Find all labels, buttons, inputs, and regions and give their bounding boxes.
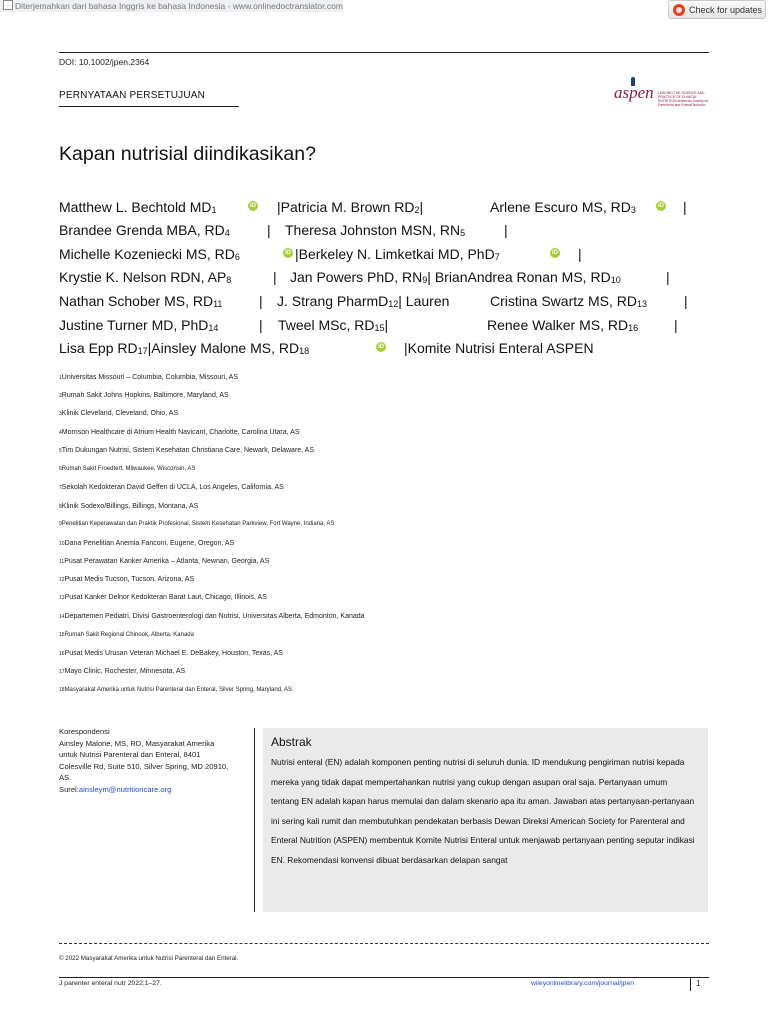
author: Jan Powers PhD, $RN_9|$ BrianAndrea Ronan MS, $RD_{10}$: [290, 269, 621, 285]
affiliation-number: 18: [59, 687, 65, 693]
translator-banner-text: Diterjemahkan dari bahasa Inggris ke bahasa Indonesia - www.onlinedoctranslator.com: [15, 1, 343, 11]
affiliation-number: 11: [59, 559, 65, 565]
affiliation-text: Pusat Medis Tucson, Tucson, Arizona, AS: [64, 576, 195, 583]
affiliation-number: 10: [59, 541, 65, 547]
article-title: Kapan nutrisial diindikasikan?: [59, 143, 316, 165]
email-link[interactable]: ainsleym@nutritioncare.org: [78, 784, 172, 794]
affiliation-item: [59, 632, 194, 638]
affiliation-item: [59, 687, 292, 693]
translator-banner: [0, 0, 343, 12]
logo-tagline: LEADING THE SCIENCE AND PRACTICE OF CLINICAL NUTRITION American Society for Parenteral and Enteral Nutrition: [658, 91, 709, 107]
affiliation-number: 16: [59, 651, 65, 657]
separator: |: [259, 317, 263, 333]
correspondence-line: untuk Nutrisi Parenteral dan Enteral, 8401: [59, 750, 201, 759]
affiliation-text: Pusat Perawatan Kanker Amerika – Atlanta, Newnan, Georgia, AS: [64, 558, 270, 565]
author: Matthew L. Bechtold $MD_1$: [59, 199, 217, 215]
affiliation-item: [59, 650, 283, 657]
copyright: © 2022 Masyarakat Amerika untuk Nutrisi Parenteral dan Enteral.: [59, 955, 239, 962]
abstract-body: Nutrisi enteral (EN) adalah komponen penting nutrisi di seluruh dunia. ID mendukung pengiriman nutrisi kepada mereka yang tidak dapat mempertahankan nutrisi yang cukup dengan asupan oral saja. Pertanyaan umum tentang EN adalah kapan harus memulai dan dalam skenario apa itu aman. Jawaban atas pertanyaan-pertanyaan ini sering kali rumit dan membutuhkan pendekatan berbasis Dewan Direksi American Society for Parenteral and Enteral Nutrition (ASPEN) membentuk Komite Nutrisi Enteral untuk menjawab pertanyaan penting seputar indikasi EN. Rekomendasi konvensi dibuat berdasarkan delapan sangat: [271, 757, 695, 865]
author: Renee Walker MS, $RD_{16}$: [487, 317, 639, 333]
email-label: Surel:: [59, 784, 79, 794]
affiliation-number: 6: [59, 466, 62, 472]
separator: |: [259, 293, 263, 309]
translator-flag-icon: [3, 0, 13, 10]
affiliation-text: Rumah Sakit Froedtert, Milwaukee, Wisconsin, AS: [61, 466, 196, 472]
affiliation-number: 1: [59, 375, 62, 381]
affiliation-number: 7: [59, 485, 62, 491]
affiliation-item: [59, 410, 178, 417]
footnote-divider: [59, 943, 709, 944]
separator: |: [504, 222, 508, 238]
affiliation-item: [59, 374, 238, 381]
abstract-box: [263, 728, 708, 912]
affiliation-text: Mayo Clinic, Rochester, Minnesota, AS: [64, 668, 186, 675]
author: |Patricia M. Brown $RD_2|$: [277, 199, 424, 215]
affiliation-item: [59, 466, 196, 472]
affiliation-number: 3: [59, 411, 62, 417]
author: Brandee Grenda MBA, $RD_4$: [59, 222, 230, 238]
orcid-icon[interactable]: iD: [658, 203, 664, 209]
affiliation-number: 4: [59, 430, 62, 436]
affiliation-number: 12: [59, 577, 65, 583]
section-label: PERNYATAAN PERSETUJUAN: [59, 90, 206, 101]
affiliation-text: Rumah Sakit Johns Hopkins, Baltimore, Maryland, AS: [61, 392, 229, 399]
affiliation-text: Masyarakat Amerika untuk Nutrisi Parenteral dan Enteral, Silver Spring, Maryland, AS: [64, 687, 292, 693]
author: |Berkeley N. Limketkai MD, PhD$_7$: [295, 246, 500, 262]
author: Justine Turner MD, PhD$_{14}$: [59, 317, 219, 333]
orcid-icon[interactable]: iD: [552, 250, 558, 256]
affiliation-item: [59, 613, 365, 620]
author: Arlene Escuro MS, $RD_3$: [490, 199, 636, 215]
doi[interactable]: DOI: 10.1002/jpen.2364: [59, 57, 150, 67]
affiliation-text: Dana Penelitian Anemia Fanconi, Eugene, Oregon, AS: [64, 540, 235, 547]
separator: |: [683, 199, 687, 215]
affiliation-number: 13: [59, 595, 65, 601]
committee: |Komite Nutrisi Enteral ASPEN: [404, 340, 594, 356]
correspondence-line: Ainsley Malone, MS, RD, Masyarakat Amerika: [59, 738, 215, 748]
author: Tweel MSc, $RD_{15}|$: [278, 317, 389, 333]
check-for-updates-label: Check for updates: [689, 5, 763, 15]
orcid-icon[interactable]: iD: [285, 250, 291, 256]
affiliation-item: [59, 668, 185, 675]
affiliation-item: [59, 540, 234, 547]
orcid-icon[interactable]: iD: [378, 344, 384, 350]
affiliation-item: [59, 392, 229, 399]
affiliation-number: 9: [59, 521, 62, 527]
affiliation-text: Rumah Sakit Regional Chinook, Alberta, Kanada: [64, 632, 194, 638]
affiliation-item: [59, 503, 198, 510]
correspondence-block: [59, 726, 244, 795]
affiliation-item: [59, 558, 269, 565]
logo-word: aspen: [614, 83, 654, 102]
affiliation-item: [59, 484, 284, 491]
separator: |: [578, 246, 582, 262]
abstract-divider: [254, 728, 255, 912]
separator: |: [684, 293, 688, 309]
author: Michelle Kozeniecki MS, $RD_6$: [59, 246, 240, 262]
affiliation-item: [59, 594, 267, 601]
affiliation-number: 8: [59, 504, 62, 510]
affiliation-text: Klinik Cleveland, Cleveland, Ohio, AS: [61, 410, 179, 417]
affiliation-text: Pusat Kanker Delnor Kedokteran Barat Laut, Chicago, Illinois, AS: [64, 594, 267, 601]
author: Lisa Epp $RD_{17}|Ainsley$ Malone MS, $RD_{18}$: [59, 340, 310, 356]
affiliation-text: Klinik Sodexo/Billings, Billings, Montana, AS: [61, 503, 199, 510]
author: Cristina Swartz MS, $RD_{13}$: [490, 293, 648, 309]
author: Nathan Schober MS, $RD_{11}$: [59, 293, 223, 309]
author: J. Strang PharmD$_{12}$| Lauren: [277, 293, 450, 309]
author: Krystie K. Nelson RDN, $AP_8$: [59, 269, 232, 285]
affiliation-item: [59, 429, 300, 436]
separator: |: [666, 269, 670, 285]
affiliation-item: [59, 576, 194, 583]
abstract-heading: Abstrak: [271, 735, 312, 749]
correspondence-line: AS.: [59, 773, 72, 782]
aspen-logo: [614, 77, 710, 107]
affiliation-text: Pusat Medis Urusan Veteran Michael E. DeBakey, Houston, Texas, AS: [64, 650, 283, 657]
affiliation-text: Departemen Pediatri, Divisi Gastroenterologi dan Nutrisi, Universitas Alberta, Edmonton, Kanada: [64, 613, 365, 620]
affiliation-item: [59, 521, 334, 527]
header-rule: [59, 52, 709, 53]
affiliation-number: 15: [59, 632, 65, 638]
section-rule: [59, 106, 239, 107]
author: Theresa Johnston MSN, $RN_5$: [285, 222, 466, 238]
affiliation-text: Tim Dukungan Nutrisi, Sistem Kesehatan Christiana Care, Newark, Delaware, AS: [61, 447, 315, 454]
correspondence-heading: Korespondensi: [59, 727, 110, 736]
affiliation-number: 5: [59, 448, 62, 454]
orcid-icon[interactable]: iD: [250, 203, 256, 209]
email-line: [59, 784, 244, 796]
check-for-updates-button[interactable]: [668, 0, 766, 19]
journal-url[interactable]: wileyonlinelibrary.com/journal/jpen: [531, 980, 635, 987]
affiliation-text: Morrison Healthcare di Atrium Health Navicant, Charlotte, Carolina Utara, AS: [61, 429, 300, 436]
page-number: 1: [696, 979, 701, 988]
affiliation-text: Universitas Missouri – Columbia, Columbia, Missouri, AS: [61, 374, 239, 381]
affiliation-number: 17: [59, 669, 65, 675]
footer-rule: [59, 977, 709, 978]
separator: |: [267, 222, 271, 238]
separator: |: [273, 269, 277, 285]
affiliation-number: 2: [59, 393, 62, 399]
affiliation-item: [59, 447, 314, 454]
affiliation-text: Sekolah Kedokteran David Geffen di UCLA, Los Angeles, California, AS: [61, 484, 284, 491]
correspondence-line: Colesville Rd, Suite 510, Silver Spring, MD 20910,: [59, 761, 229, 771]
affiliation-number: 14: [59, 614, 65, 620]
footer-separator: [690, 977, 691, 991]
journal-citation: J parenter enteral nutr 2022;1–27.: [59, 980, 162, 987]
separator: |: [674, 317, 678, 333]
affiliation-text: Penelitian Keperawatan dan Praktik Profesional, Sistem Kesehatan Parkview, Fort Wayne, Indiana, AS: [61, 521, 335, 527]
crossmark-icon: [673, 4, 685, 16]
